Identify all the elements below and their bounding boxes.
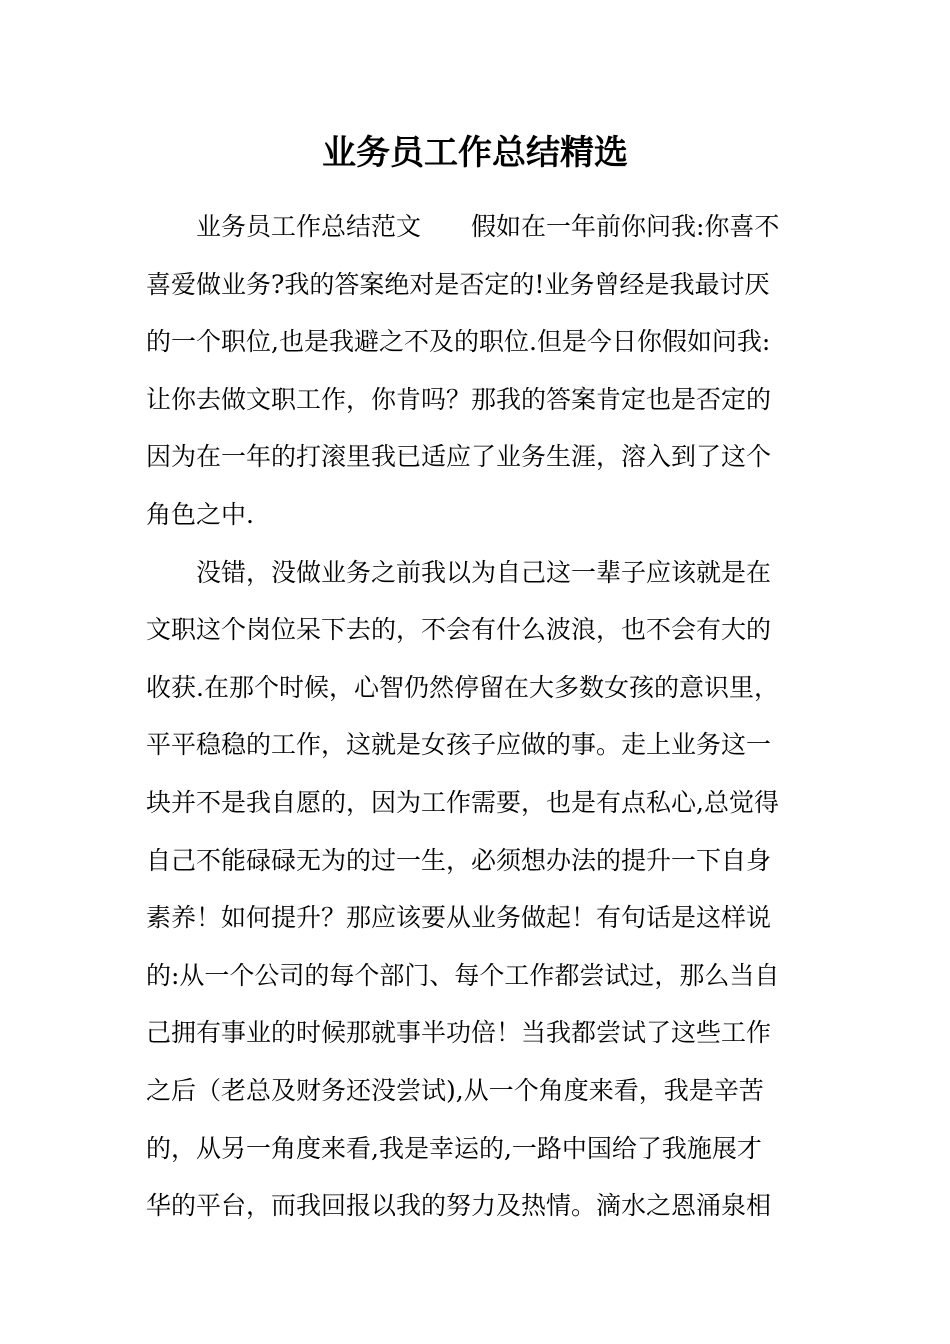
paragraph-line: 己拥有事业的时候那就事半功倍！当我都尝试了这些工作 (146, 1018, 772, 1048)
paragraph-line: 因为在一年的打滚里我已适应了业务生涯，溶入到了这个 (146, 442, 772, 472)
document-title: 业务员工作总结精选 (322, 133, 628, 173)
paragraph-line: 让你去做文职工作，你肯吗？那我的答案肯定也是否定的 (146, 384, 772, 414)
paragraph-line: 华的平台，而我回报以我的努力及热情。滴水之恩涌泉相 (146, 1191, 772, 1221)
paragraph-line: 自己不能碌碌无为的过一生，必须想办法的提升一下自身 (146, 845, 772, 875)
paragraph-line: 的:从一个公司的每个部门、每个工作都尝试过，那么当自 (146, 960, 780, 990)
paragraph-line: 的一个职位,也是我避之不及的职位.但是今日你假如问我: (146, 327, 771, 357)
paragraph-line: 业务员工作总结范文 假如在一年前你问我:你喜不 (196, 212, 780, 241)
document-body (146, 198, 826, 1235)
paragraph-line: 喜爱做业务?我的答案绝对是否定的!业务曾经是我最讨厌 (146, 269, 770, 299)
paragraph-line: 收获.在那个时候，心智仍然停留在大多数女孩的意识里， (146, 672, 779, 702)
paragraph-line: 文职这个岗位呆下去的，不会有什么波浪，也不会有大的 (146, 615, 772, 645)
paragraph-line: 之后（老总及财务还没尝试),从一个角度来看，我是辛苦 (146, 1075, 764, 1105)
paragraph-line: 平平稳稳的工作，这就是女孩子应做的事。走上业务这一 (146, 730, 772, 760)
paragraph-line: 的，从另一角度来看,我是幸运的,一路中国给了我施展才 (146, 1133, 762, 1163)
paragraph-line: 角色之中. (146, 499, 254, 529)
paragraph-line: 素养！如何提升？那应该要从业务做起！有句话是这样说 (146, 903, 772, 933)
paragraph-line: 块并不是我自愿的，因为工作需要，也是有点私心,总觉得 (146, 787, 779, 817)
paragraph-line: 没错，没做业务之前我以为自己这一辈子应该就是在 (196, 557, 772, 587)
